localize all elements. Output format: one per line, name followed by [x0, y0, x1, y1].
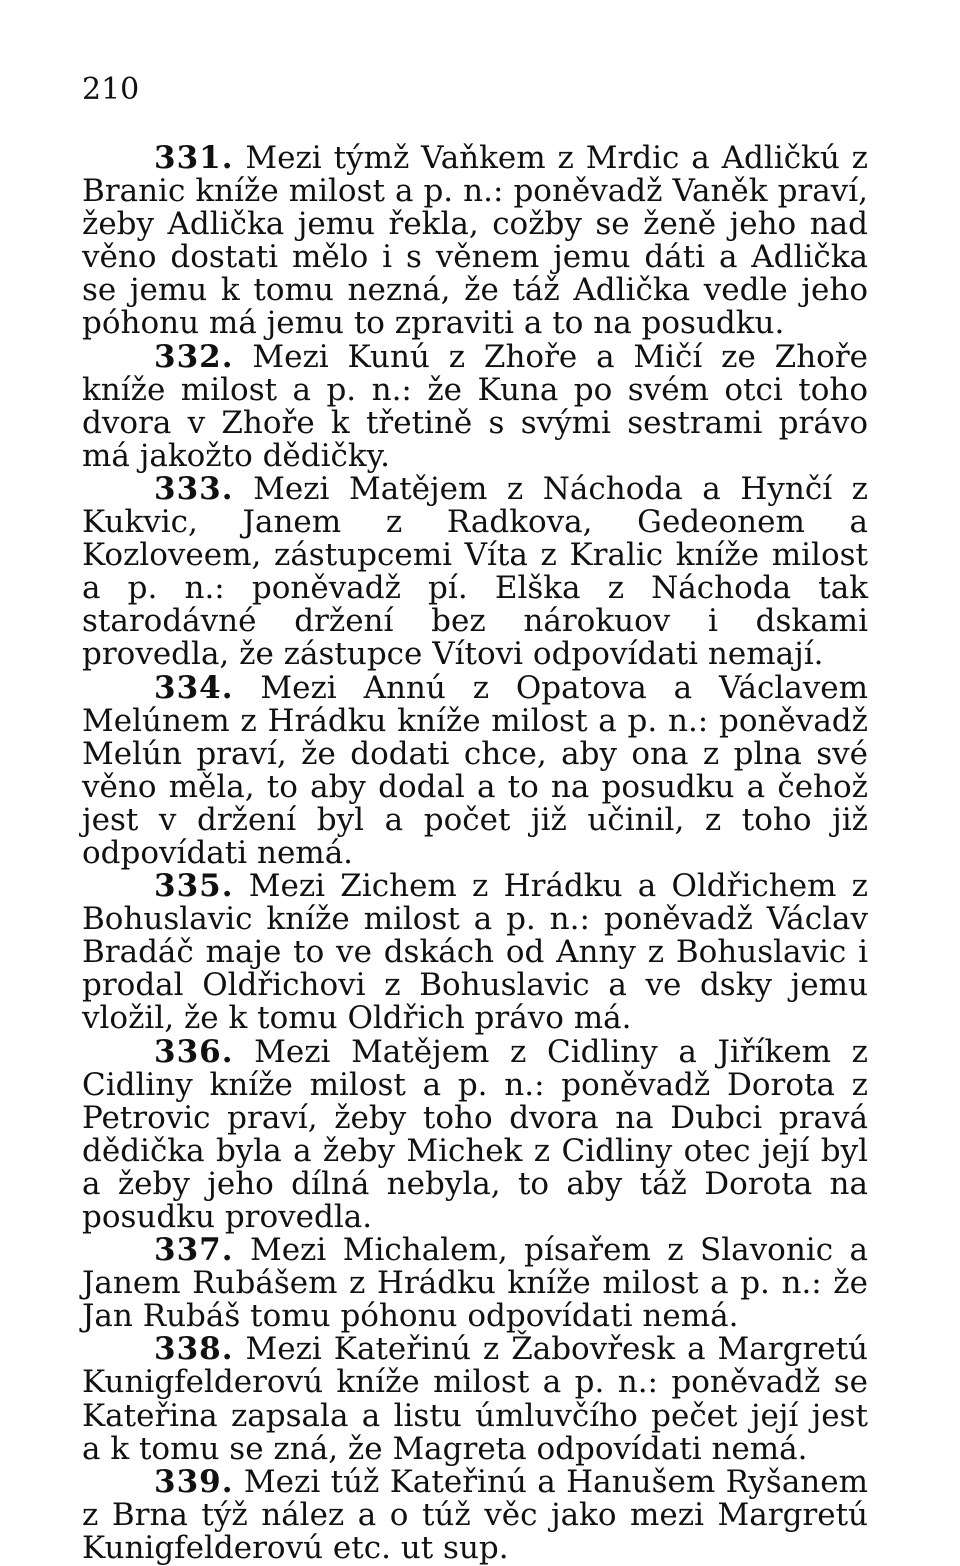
entry-333 — [82, 470, 868, 673]
entry-number: 334. — [154, 669, 234, 706]
text-body — [82, 142, 868, 1565]
entry-text: Mezi túž Kateřinú a Hanušem Ryšanem z Brna týž nález a o túž věc jako mezi Margretú Kunigfelderovú etc. ut sup. — [82, 1463, 869, 1566]
entry-number: 331. — [154, 140, 234, 176]
entry-339 — [82, 1463, 869, 1566]
entry-number: 338. — [154, 1331, 234, 1368]
entry-text: Mezi Zichem z Hrádku a Oldřichem z Bohuslavic kníže milost a p. n.: poněvadž Václav Bradáč maje to ve dskách od Anny z Bohuslavic i prodal Oldřichovi z Bohuslavic a ve dsky jemu vložil, že k tomu Oldřich právo má. — [82, 868, 868, 1037]
entry-number: 332. — [154, 338, 234, 375]
entry-text: Mezi Matějem z Náchoda a Hynčí z Kukvic, Janem z Radkova, Gedeonem a Kozloveem, zástupcemi Víta z Kralic kníže milost a p. n.: poněvadž pí. Elška z Náchoda tak starodávné držení bez nárokuov i dskami provedla, že zástupce Vítovi odpovídati nemají. — [82, 470, 868, 673]
entry-336 — [82, 1033, 868, 1235]
entry-text: Mezi Kunú z Zhoře a Mičí ze Zhoře kníže milost a p. n.: že Kuna po svém otci toho dvora v Zhoře k třetině s svými sestrami právo má jakožto dědičky. — [82, 338, 869, 474]
entry-335 — [82, 870, 868, 1035]
page-number: 210 — [82, 72, 140, 107]
entry-number: 339. — [154, 1463, 234, 1500]
entry-number: 335. — [154, 868, 234, 905]
entry-338 — [82, 1333, 868, 1465]
entry-number: 333. — [154, 470, 234, 507]
entry-331 — [82, 142, 868, 341]
entry-text: Mezi Michalem, písařem z Slavonic a Janem Rubášem z Hrádku kníže milost a p. n.: že Jan Rubáš tomu póhonu odpovídati nemá. — [82, 1232, 868, 1335]
entry-number: 337. — [154, 1232, 234, 1269]
entry-text: Mezi Kateřinú z Žabovřesk a Margretú Kunigfelderovú kníže milost a p. n.: poněvadž se Kateřina zapsala a listu úmluvčího pečet její jest a k tomu se zná, že Magreta odpovídati nemá. — [82, 1331, 869, 1467]
entry-337 — [82, 1234, 868, 1333]
entry-334 — [82, 669, 868, 871]
entry-text: Mezi týmž Vaňkem z Mrdic a Adličkú z Branic kníže milost a p. n.: poněvadž Vaněk praví, žeby Adlička jemu řekla, cožby se ženě jeho nad věno dostati mělo i s věnem jemu dáti a Adlička se jemu k tomu nezná, že táž Adlička vedle jeho póhonu má jemu to zpraviti a to na posudku. — [82, 140, 868, 342]
entry-text: Mezi Annú z Opatova a Václavem Melúnem z Hrádku kníže milost a p. n.: poněvadž Melún praví, že dodati chce, aby ona z plna své věno měla, to aby dodal a to na posudku a čehož jest v držení byl a počet již učinil, z toho již odpovídati nemá. — [82, 669, 868, 871]
entry-332 — [82, 338, 869, 474]
entry-text: Mezi Matějem z Cidliny a Jiříkem z Cidliny kníže milost a p. n.: poněvadž Dorota z Petrovic praví, žeby toho dvora na Dubci pravá dědička byla a žeby Michek z Cidliny otec její byl a žeby jeho dílná nebyla, to aby táž Dorota na posudku provedla. — [82, 1033, 868, 1235]
entry-number: 336. — [154, 1033, 234, 1070]
